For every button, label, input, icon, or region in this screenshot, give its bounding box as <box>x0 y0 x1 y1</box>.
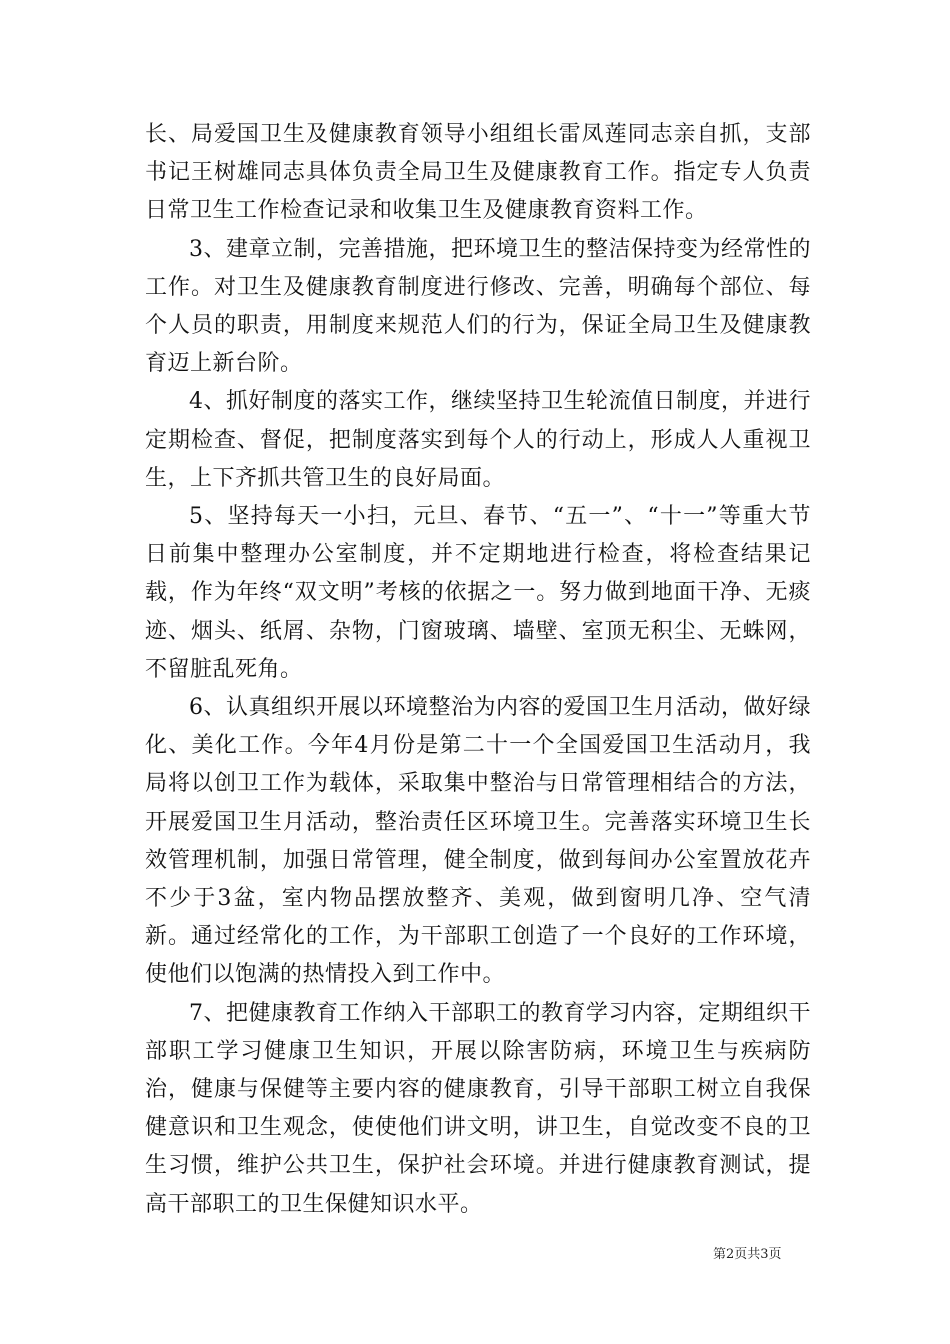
paragraph-continued: 长、局爱国卫生及健康教育领导小组组长雷凤莲同志亲自抓，支部书记王树雄同志具体负责全局卫生及健康教育工作。指定专人负责日常卫生工作检查记录和收集卫生及健康教育资料工作。 <box>145 122 811 224</box>
paragraph-item-5: 5、坚持每天一小扫，元旦、春节、“五一”、“十一”等重大节日前集中整理办公室制度，并不定期地进行检查，将检查结果记载，作为年终“双文明”考核的依据之一。努力做到地面干净、无痰迹、烟头、纸屑、杂物，门窗玻璃、墙壁、室顶无积尘、无蛛网，不留脏乱死角。 <box>145 504 811 682</box>
paragraph-item-4: 4、抓好制度的落实工作，继续坚持卫生轮流值日制度，并进行定期检查、督促，把制度落实到每个人的行动上，形成人人重视卫生，上下齐抓共管卫生的良好局面。 <box>145 389 811 491</box>
paragraph-item-7: 7、把健康教育工作纳入干部职工的教育学习内容，定期组织干部职工学习健康卫生知识，开展以除害防病，环境卫生与疾病防治，健康与保健等主要内容的健康教育，引导干部职工树立自我保健意识和卫生观念，使使他们讲文明，讲卫生，自觉改变不良的卫生习惯，维护公共卫生，保护社会环境。并进行健康教育测试，提高干部职工的卫生保健知识水平。 <box>145 1000 811 1217</box>
document-body <box>145 116 811 1224</box>
page-number-footer: 第2页共3页 <box>713 1247 782 1262</box>
paragraph-item-3: 3、建章立制，完善措施，把环境卫生的整洁保持变为经常性的工作。对卫生及健康教育制度进行修改、完善，明确每个部位、每个人员的职责，用制度来规范人们的行为，保证全局卫生及健康教育迈上新台阶。 <box>145 236 811 377</box>
paragraph-item-6: 6、认真组织开展以环境整治为内容的爱国卫生月活动，做好绿化、美化工作。今年4月份是第二十一个全国爱国卫生活动月，我局将以创卫工作为载体，采取集中整治与日常管理相结合的方法，开展爱国卫生月活动，整治责任区环境卫生。完善落实环境卫生长效管理机制，加强日常管理，健全制度，做到每间办公室置放花卉不少于3盆，室内物品摆放整齐、美观，做到窗明几净、空气清新。通过经常化的工作，为干部职工创造了一个良好的工作环境，使他们以饱满的热情投入到工作中。 <box>145 695 811 988</box>
